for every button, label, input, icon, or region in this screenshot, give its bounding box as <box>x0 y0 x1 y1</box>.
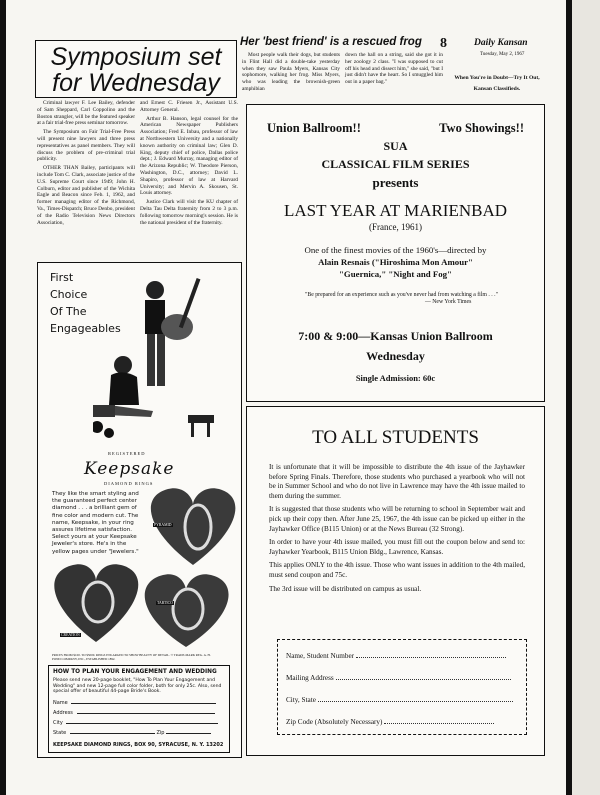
coupon-field-state-label: State <box>53 730 67 736</box>
students-coupon-city-label: City, State <box>286 696 316 704</box>
students-p5: The 3rd issue will be distributed on campus as usual. <box>269 584 422 593</box>
symposium-headline-line2: for Wednesday <box>52 69 220 97</box>
coupon-field-state[interactable] <box>53 730 225 736</box>
coupon-field-city-label: City <box>53 720 63 726</box>
symposium-p2: The Symposium on Fair Trial-Free Press will present nine lawyers and three press representatives as panel members. They will discuss the problem of pre-criminal trial publicity. <box>37 129 135 163</box>
film-day: Wednesday <box>366 349 425 363</box>
ring-label-tartico: TARTICO <box>157 601 173 605</box>
keepsake-fine-print: PRICES FROM $100. TO $5000. RINGS ENLARGED TO SHOW BEAUTY OF DETAIL. ® TRADE-MARK REG. A. H. POND COMPANY, INC., ESTABLISHED 1892. <box>52 653 211 661</box>
coupon-field-address-label: Address <box>53 710 73 716</box>
keepsake-ad <box>37 262 242 758</box>
keepsake-brand: Keepsake <box>84 459 175 479</box>
students-p3: In order to have your 4th issue mailed, you must fill out the coupon below and send to: Jayhawker Yearbook, B115 Union Bldg., Lawrence, Kansas. <box>269 538 525 556</box>
students-title: TO ALL STUDENTS <box>312 427 479 448</box>
coupon-field-name[interactable] <box>53 700 225 706</box>
symposium-headline-box <box>35 40 237 98</box>
coupon-field-zip-label: Zip <box>156 730 165 736</box>
symposium-col2 <box>140 100 238 226</box>
page-number: 8 <box>440 36 447 51</box>
film-admission: Single Admission: 60c <box>355 373 436 383</box>
coupon-field-name-label: Name <box>53 700 68 706</box>
film-quote-source: — New York Times <box>425 299 472 305</box>
keepsake-body: They like the smart styling and the guaranteed perfect center diamond . . . a brilliant gem of fine color and modern cut. The name, Keepsake, in your ring assures lifetime satisfaction. Select yours at your Keepsake Jeweler's store. He's in the yellow pages under "Jewelers." <box>52 491 139 555</box>
students-coupon-city[interactable] <box>286 696 518 704</box>
students-p4: This applies ONLY to the 4th issue. Those who want issues in addition to the 4th mailed, must send coupon and 75c. <box>269 561 525 579</box>
newspaper-date: Tuesday, May 2, 1967 <box>480 52 525 57</box>
frog-col1: Most people walk their dogs, but students in Flint Hall did a double-take yesterday when they saw Paula Myers, Kansas City sophomore, walking her frog. Miss Myers, who was leading the brownish-green amphibian <box>242 52 340 92</box>
coupon-field-address[interactable] <box>53 710 225 716</box>
students-coupon-name-label: Name, Student Number <box>286 652 355 660</box>
adjacent-page-edge <box>572 0 600 795</box>
students-notice <box>246 406 545 756</box>
tagline-line-3: Of The <box>50 305 87 318</box>
students-body <box>269 463 525 594</box>
tagline-line-4: Engageables <box>50 322 121 335</box>
film-desc-3: "Guernica," "Night and Fog" <box>339 269 452 279</box>
ring-hearts <box>38 477 243 647</box>
students-coupon-name[interactable] <box>286 652 518 660</box>
tagline-line-1: First <box>50 271 74 284</box>
keepsake-coupon <box>48 665 230 753</box>
coupon-field-city[interactable] <box>53 720 225 726</box>
film-showings: Two Showings!! <box>439 121 524 135</box>
film-quote: "Be prepared for an experience such as you've never had from watching a film . . ." <box>305 292 498 298</box>
film-desc-1: One of the finest movies of the 1960's—directed by <box>304 245 487 255</box>
film-ad <box>246 104 545 402</box>
film-times: 7:00 & 9:00—Kansas Union Ballroom <box>298 329 493 343</box>
symposium-p1: Criminal lawyer F. Lee Bailey, defender of Sam Sheppard, Carl Coppolino and the Boston strangler, will be the featured speaker at a fair trial-free press seminar tomorrow. <box>37 100 135 127</box>
keepsake-registered: REGISTERED <box>108 451 146 456</box>
tagline-line-2: Choice <box>50 288 88 301</box>
symposium-col1 <box>37 100 135 226</box>
newspaper-page <box>6 0 566 795</box>
film-title: LAST YEAR AT MARIENBAD <box>283 201 508 220</box>
ring-label-creation: CREATION <box>61 633 80 637</box>
frog-col2: down the hall on a string, said she got it in her zoology 2 class. "I was supposed to cut off his head and dissect him," she said, "but I just didn't have the heart. So I smuggled him out in a paper bag." <box>345 52 443 86</box>
symposium-p4: and Ernest C. Friesen Jr., Assistant U.S. Attorney General. <box>140 100 238 113</box>
symposium-p5: Arthur B. Hanson, legal counsel for the American Newspaper Publishers Association; Fred E. Inbau, professor of law at Northwestern University and a nationally known authority on criminal law; Glen D. King, deputy chief of police, Dallas police dept.; J. Edward Murray, managing editor of the Arizona Republic; W. Theodore Pierson, Washington, D.C., attorney; David L. Shapiro, professor of law at Harvard University; and Mervin A. Skousen, St. Louis attorney. <box>140 115 238 197</box>
couple-illustration <box>93 265 233 440</box>
students-coupon-zip-label: Zip Code (Absolutely Necessary) <box>286 718 383 726</box>
students-coupon-zip[interactable] <box>286 718 518 726</box>
coupon-mail-address: KEEPSAKE DIAMOND RINGS, BOX 90, SYRACUSE, N. Y. 13202 <box>53 742 224 748</box>
film-venue: Union Ballroom!! <box>267 121 361 135</box>
coupon-body: Please send new 20-page booklet, "How To Plan Your Engagement and Wedding" and new 12-page full color folder, both for only 25c. Also, send special offer of beautiful 44-page Bride's Book. <box>53 678 222 695</box>
film-year: (France, 1961) <box>369 222 422 232</box>
students-coupon-address-label: Mailing Address <box>286 674 334 682</box>
film-presents: presents <box>372 175 419 190</box>
classifieds-promo: When You're in Doubt—Try It Out, Kansan Classifieds. <box>454 75 540 92</box>
students-coupon <box>277 639 527 735</box>
students-p2: It is suggested that those students who will be returning to school in September wait and pick up their copy then. After June 25, 1967, the 4th issue can be picked up either in the Jayhawker Office (B115 Union) or at the News Bureau (32 Strong). <box>269 505 525 533</box>
keepsake-brand-sub: DIAMOND RINGS <box>104 481 154 486</box>
ring-label-pyramid: PYRAMID <box>154 523 172 527</box>
symposium-headline-line1: Symposium set <box>50 43 222 71</box>
film-desc-2: Alain Resnais ("Hiroshima Mon Amour" <box>318 257 473 267</box>
students-p1: It is unfortunate that it will be impossible to distribute the 4th issue of the Jayhawker before Spring Finals. Therefore, those students who purchased a yearbook who will not be in Summer School and who do not live in Lawrence may have the 4th issue mailed to them during the summer. <box>269 463 525 500</box>
frog-headline: Her 'best friend' is a rescued frog <box>240 36 422 48</box>
students-coupon-address[interactable] <box>286 674 518 682</box>
film-org: SUA <box>383 139 408 153</box>
symposium-p6: Justice Clark will visit the KU chapter of Delta Tau Delta fraternity from 2 to 3 p.m. following tomorrow morning's session. He is the national president of the fraternity. <box>140 199 238 226</box>
symposium-p3: OTHER THAN Bailey, participants will include Tom C. Clark, associate justice of the U.S. Supreme Court since 1949; John H. Colburn, editor and publisher of the Wichita Eagle and Beacon since Feb. 1, 1962, and former managing editor of the Richmond, Va., Times-Dispatch; Bruce Denbo, president of the Radio Television News Directors Association, <box>37 165 135 226</box>
film-series: CLASSICAL FILM SERIES <box>321 157 470 171</box>
coupon-title: HOW TO PLAN YOUR ENGAGEMENT AND WEDDING <box>53 669 217 675</box>
newspaper-name: Daily Kansan <box>474 38 528 48</box>
